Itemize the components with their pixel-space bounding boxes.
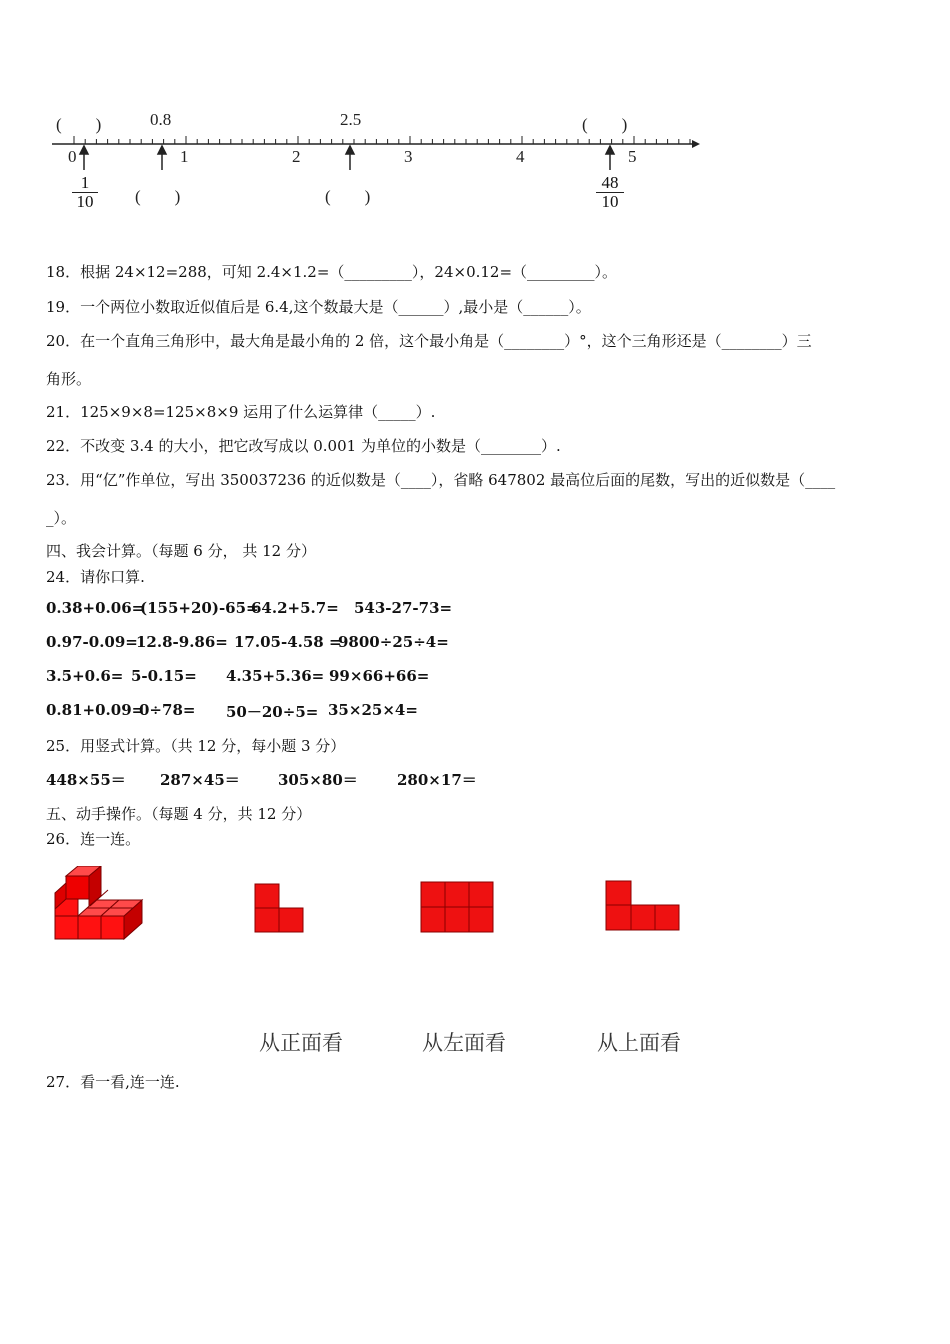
oral-r3-c2: 50－20÷5= (226, 703, 319, 721)
tick-number-0: 0 (68, 147, 77, 166)
view-shape-rectangle (420, 881, 495, 933)
vertical-calc-4: 280×17＝ (397, 771, 477, 789)
oral-r2-c2: 4.35+5.36= (226, 667, 325, 685)
view-shape-l-small (254, 882, 306, 934)
oral-r3-c1: 0÷78= (139, 701, 196, 719)
top-blank-2: ( ) (582, 115, 628, 134)
fraction-denominator: 10 (601, 192, 619, 211)
oral-r2-c1: 5-0.15= (131, 667, 197, 685)
oral-r0-c0: 0.38+0.06= (46, 599, 145, 617)
section-4-heading: 四、我会计算。（每题 6 分， 共 12 分） (46, 542, 316, 560)
question-19: 19．一个两位小数取近似值后是 6.4,这个数最大是（______）,最小是（______）。 (46, 298, 591, 316)
oral-r1-c2: 17.05-4.58 = (234, 633, 342, 651)
top-blank-1: ( ) (56, 115, 102, 134)
fraction-numerator: 48 (596, 174, 624, 193)
tick-number-5: 5 (628, 147, 637, 166)
number-line (0, 100, 720, 225)
tick-number-4: 4 (516, 147, 525, 166)
top-label-0-8: 0.8 (150, 110, 172, 129)
cube-solid-figure (50, 866, 155, 944)
oral-r2-c3: 99×66+66= (329, 667, 430, 685)
vertical-calc-3: 305×80＝ (278, 771, 358, 789)
tick-number-3: 3 (404, 147, 413, 166)
question-20-line2: 角形。 (46, 370, 92, 388)
oral-r1-c0: 0.97-0.09= (46, 633, 138, 651)
question-18: 18．根据 24×12=288，可知 2.4×1.2=（_________），24×0.12=（_________）。 (46, 263, 618, 281)
question-24: 24．请你口算. (46, 568, 145, 586)
fraction-denominator: 10 (76, 192, 94, 211)
caption-top-view: 从上面看 (597, 1031, 681, 1055)
question-26: 26．连一连。 (46, 830, 141, 848)
tick-number-1: 1 (180, 147, 189, 166)
question-21: 21．125×9×8=125×8×9 运用了什么运算律（_____）. (46, 403, 436, 421)
caption-front-view: 从正面看 (259, 1031, 343, 1055)
question-22: 22．不改变 3.4 的大小，把它改写成以 0.001 为单位的小数是（________）. (46, 437, 561, 455)
caption-left-view: 从左面看 (422, 1031, 506, 1055)
question-20-line1: 20．在一个直角三角形中，最大角是最小角的 2 倍，这个最小角是（________）°，这个三角形还是（________）三 (46, 332, 812, 350)
section-5-heading: 五、动手操作。（每题 4 分，共 12 分） (46, 805, 312, 823)
oral-r0-c2: 64.2+5.7= (251, 599, 339, 617)
tick-number-2: 2 (292, 147, 301, 166)
question-27: 27．看一看,连一连. (46, 1073, 180, 1091)
oral-r3-c3: 35×25×4= (328, 701, 418, 719)
question-25: 25．用竖式计算。（共 12 分，每小题 3 分） (46, 737, 346, 755)
vertical-calc-1: 448×55＝ (46, 771, 126, 789)
oral-r1-c3: 9800÷25÷4= (338, 633, 449, 651)
oral-r1-c1: 12.8-9.86= (136, 633, 228, 651)
oral-r2-c0: 3.5+0.6= (46, 667, 124, 685)
fraction-numerator: 1 (72, 174, 98, 193)
view-shape-l-long (605, 880, 681, 932)
fraction-1-10 (72, 174, 98, 211)
bottom-blank-1: ( ) (135, 187, 181, 206)
top-label-2-5: 2.5 (340, 110, 362, 129)
oral-r3-c0: 0.81+0.09= (46, 701, 145, 719)
vertical-calc-2: 287×45＝ (160, 771, 240, 789)
question-23-line2: _）。 (46, 509, 77, 527)
bottom-blank-2: ( ) (325, 187, 371, 206)
fraction-48-10 (596, 174, 624, 211)
oral-r0-c3: 543-27-73= (354, 599, 453, 617)
question-23-line1: 23．用“亿”作单位，写出 350037236 的近似数是（____），省略 647802 最高位后面的尾数，写出的近似数是（____ (46, 471, 836, 489)
oral-r0-c1: (155+20)-65= (140, 599, 259, 617)
